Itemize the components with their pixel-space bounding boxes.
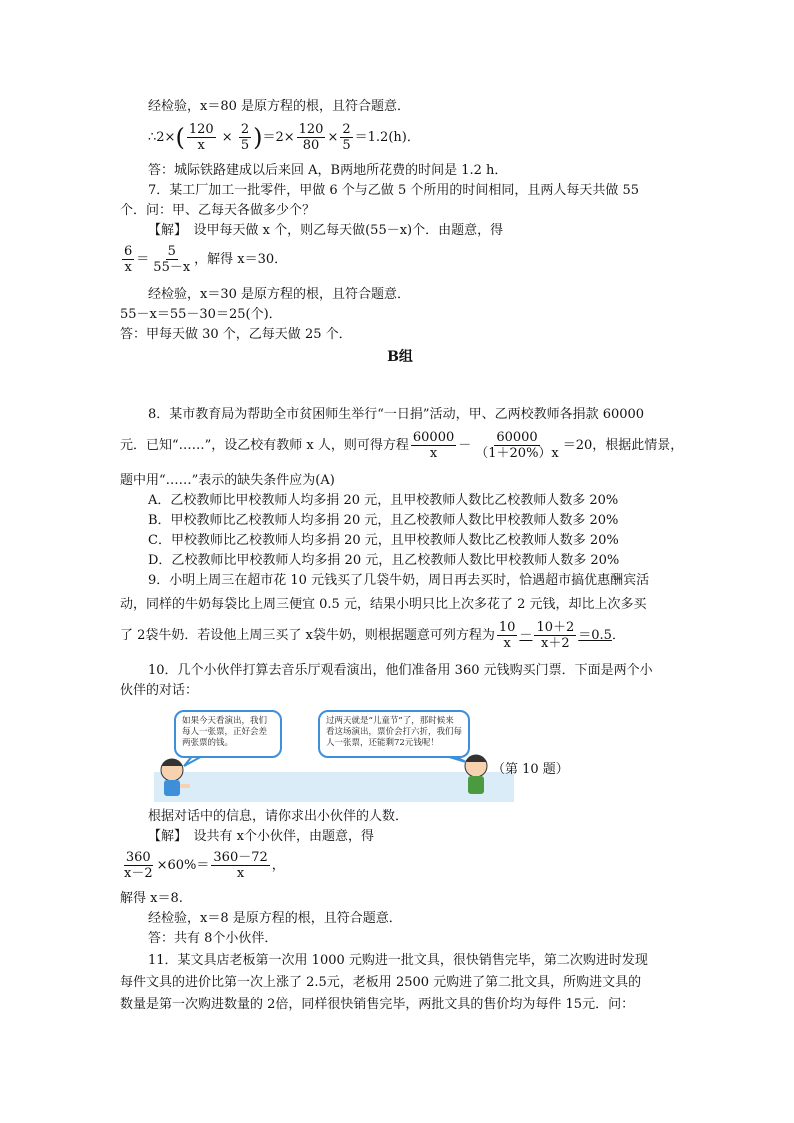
fraction [473,430,561,461]
answer-underline [495,620,612,651]
question-11-line: 11．某文具店老板第一次用 1000 元购进一批文具，很快销售完毕，第二次购进时发现 [148,953,648,968]
eq-text: × [217,130,237,145]
numerator: 10 [498,620,516,635]
fraction [151,244,192,275]
equation-line [148,122,420,153]
eq-text: ＝1.2(h)． [354,130,420,145]
paren-right: ) [253,123,263,152]
numerator: 5 [167,244,176,259]
fraction [122,244,134,275]
fraction [534,620,576,651]
eq-text: ． [611,628,625,643]
numerator: 6 [124,244,133,259]
numerator: 60000 [496,430,538,445]
question-10-line: 根据对话中的信息，请你求出小伙伴的人数． [148,809,409,824]
text-line: 经检验，x＝80 是原方程的根，且符合题意． [148,99,411,114]
text-line: 经检验，x＝30 是原方程的根，且符合题意． [148,287,411,302]
question-10-line: 伙伴的对话： [120,683,199,698]
text-line: 解得 x＝8. [120,891,183,906]
eq-text: － [519,628,533,643]
speech-bubble-left: 如果今天看演出，我们每人一张票，正好会差两张票的钱。 [174,710,282,758]
fraction [497,620,518,651]
question-10-line: 10．几个小伙伴打算去音乐厅观看演出，他们准备用 360 元钱购买门票．下面是两个小 [148,663,653,678]
fraction [340,122,352,153]
denominator: x [124,260,132,275]
eq-text: ＝20，根据此情景， [562,438,684,453]
text-line: 经检验，x＝8 是原方程的根，且符合题意． [148,911,402,926]
question-11-line: 每件文具的进价比第一次上涨了 2.5元，老板用 2500 元购进了第二批文具，所购进文具的 [120,975,642,990]
denominator: x [503,636,511,651]
option-b: B．甲校教师比乙校教师人均多捐 20 元，且乙校教师人数比甲校教师人数多 20% [148,513,619,528]
denominator: 5 [342,138,351,153]
eq-text: 元．已知“……”，设乙校有教师 x 人，则可得方程 [120,438,409,453]
numerator: 120 [298,122,324,137]
question-8-line: 8．某市教育局为帮助全市贫困师生举行“一日捐”活动，甲、乙两校教师各捐款 60000 [148,407,645,422]
option-c: C．甲校教师比乙校教师人均多捐 20 元，且甲校教师人数比乙校教师人数多 20% [148,533,619,548]
eq-text: ＝0.5 [578,628,612,643]
paren-left: ( [175,123,185,152]
numerator: 60000 [412,430,455,445]
equation-line [120,244,287,275]
equation-line [120,430,683,461]
option-d: D．乙校教师比甲校教师人均多捐 20 元，且乙校教师人数比甲校教师人数多 20% [148,553,620,568]
denominator: x [197,138,205,153]
numerator: 360 [125,850,151,865]
numerator: 10＋2 [536,620,575,635]
denominator: x [236,866,245,881]
eq-text: ＝ [136,252,150,267]
eq-text: ， [271,858,285,873]
text-line: 答：甲每天做 30 个，乙每天做 25 个． [120,327,352,342]
right-child-icon [465,755,487,794]
denominator: 55－x [153,260,191,275]
dialogue-figure [154,710,514,802]
eq-text: － [458,438,472,453]
fraction [122,850,155,881]
denominator: x－2 [124,866,153,881]
speech-bubble-right: 过两天就是“儿童节”了，那时候来看这场演出，票价会打六折，我们每人一张票，还能剩72元钱呢！ [318,710,470,758]
numerator: 2 [342,122,351,137]
fraction [297,122,326,153]
question-9-line: 动，同样的牛奶每袋比上周三便宜 0.5 元，结果小明只比上次多花了 2 元钱，却比上次多买 [120,597,647,612]
eq-text: ＝2× [262,130,295,145]
solution-label: 【解】 设甲每天做 x 个，则乙每天做(55－x)个．由题意，得 [148,223,504,238]
figure-caption: （第 10 题） [492,762,569,777]
eq-text: 了 2袋牛奶．若设他上周三买了 x袋牛奶，则根据题意可列方程为 [120,628,495,643]
question-7-line: 个．问：甲、乙每天各做多少个？ [120,203,316,218]
equation-line [120,620,625,651]
question-8-line: 题中用“……”表示的缺失条件应为(A) [120,473,335,488]
fraction [187,122,216,153]
denominator: x＋2 [541,636,570,651]
denominator: （1＋20%）x [475,446,559,461]
fraction [211,850,269,881]
ground-band [154,772,514,802]
eq-text: × [327,130,339,145]
numerator: 360－72 [213,850,268,865]
text-line: 55－x＝55－30＝25(个)． [120,307,282,322]
denominator: 80 [302,138,320,153]
eq-text: ，解得 x＝30． [194,252,288,267]
numerator: 2 [240,122,250,137]
section-heading: B组 [387,349,413,365]
numerator: 120 [188,122,214,137]
fraction [411,430,456,461]
eq-text: ×60%＝ [156,858,210,873]
solution-label: 【解】 设共有 x个小伙伴，由题意，得 [148,829,374,844]
fraction [239,122,251,153]
denominator: 5 [240,138,250,153]
text-line: 答：共有 8个小伙伴． [148,931,278,946]
question-7-line: 7．某工厂加工一批零件，甲做 6 个与乙做 5 个所用的时间相同，且两人每天共做 55 [148,183,640,198]
denominator: x [429,446,438,461]
text-line: 答：城际铁路建成以后来回 A，B两地所花费的时间是 1.2 h． [148,163,508,178]
question-11-line: 数量是第一次购进数量的 2倍，同样很快销售完毕，两批文具的售价均为每件 15元．问： [120,997,635,1012]
equation-line [120,850,285,881]
question-9-line: 9．小明上周三在超市花 10 元钱买了几袋牛奶，周日再去买时，恰遇超市搞优惠酬宾活 [148,573,650,588]
option-a: A．乙校教师比甲校教师人均多捐 20 元，且甲校教师人数比乙校教师人数多 20% [148,493,619,508]
eq-text: ∴2× [148,130,176,145]
